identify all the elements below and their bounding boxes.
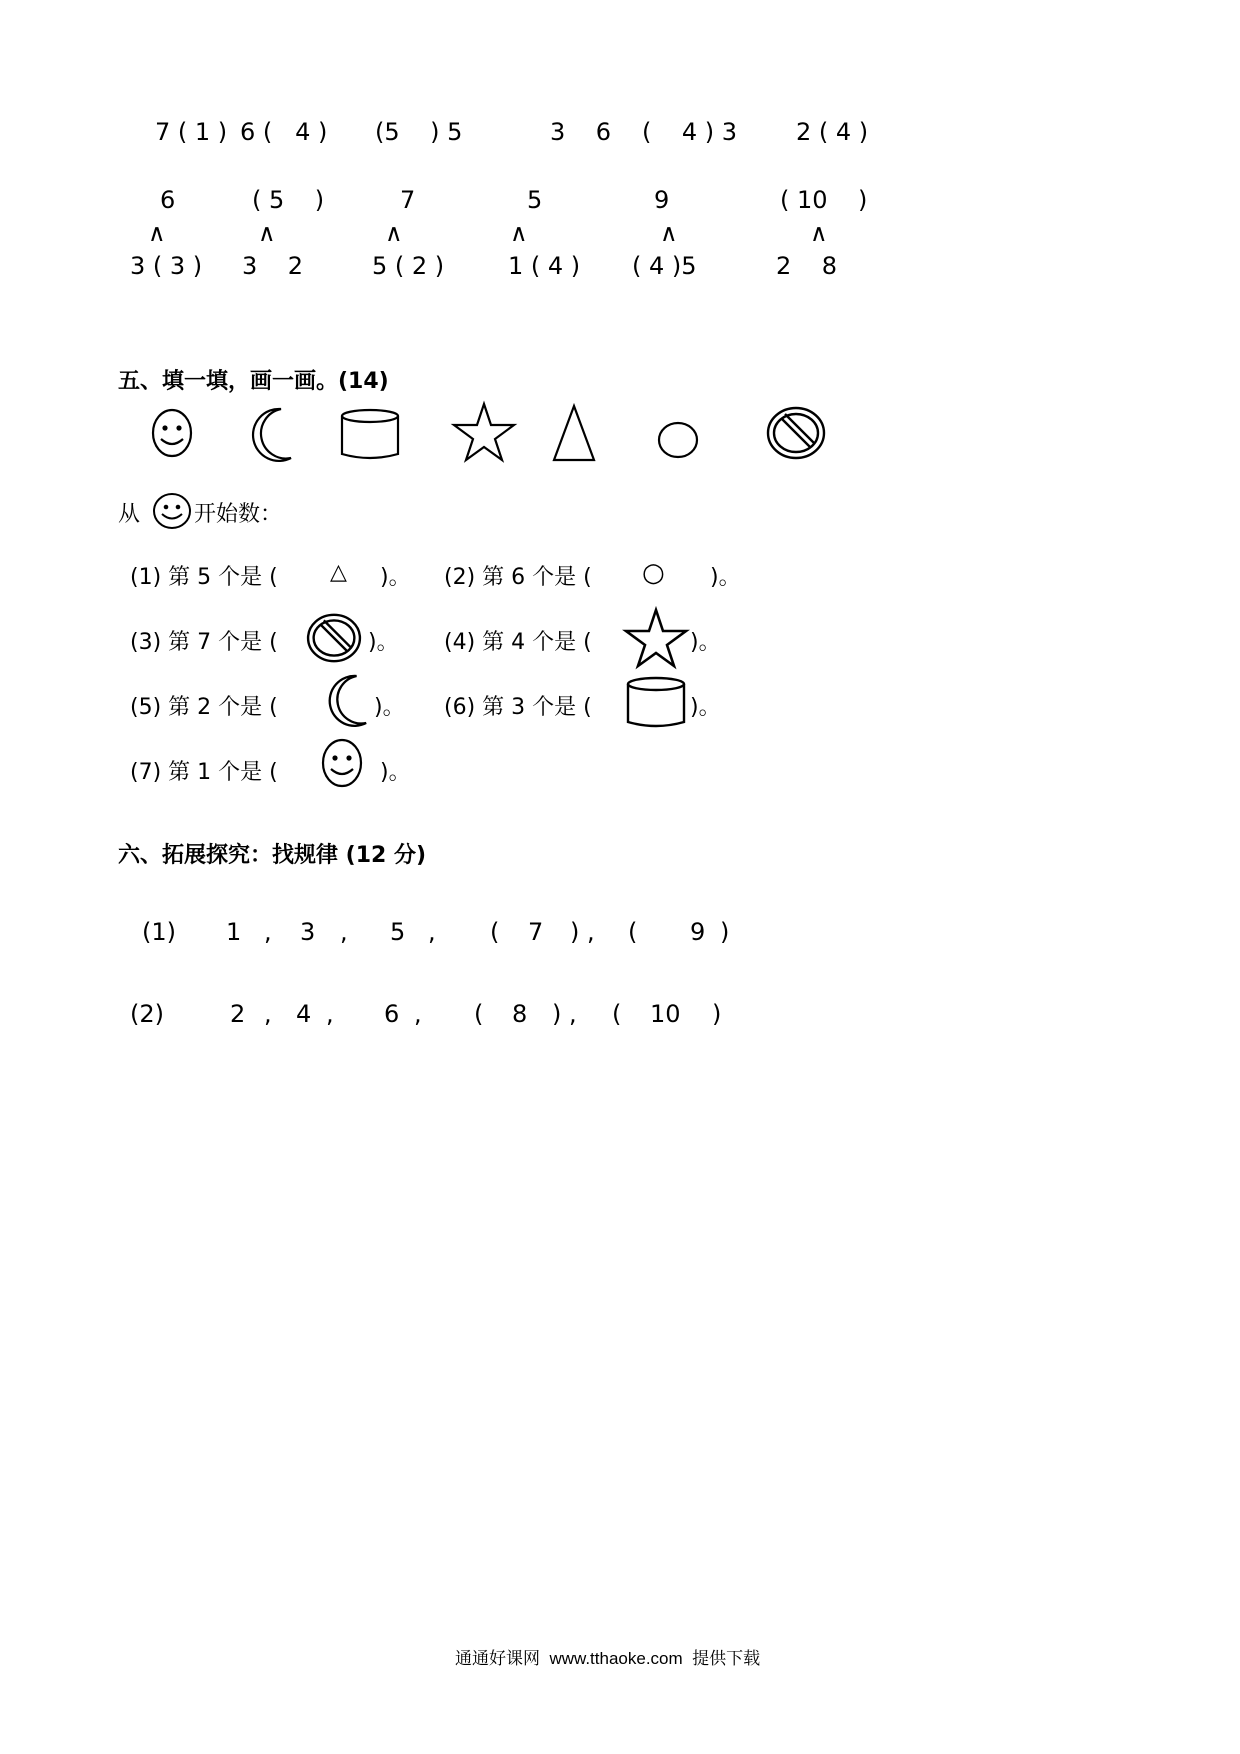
decompose-top: 6 [160, 186, 176, 214]
sequence-paren: ) [712, 1000, 722, 1028]
question-1-label: (1) 第 5 个是 ( [130, 565, 278, 590]
star-icon [624, 608, 688, 668]
sequence-comma: , [264, 918, 272, 946]
sequence-answer: 7 [528, 918, 544, 946]
decompose-bottom: 3 2 [242, 252, 304, 280]
star-icon [452, 402, 516, 462]
decompose-top: ( 10 ) [780, 186, 868, 214]
question-5-close: )。 [374, 695, 405, 720]
cylinder-icon [340, 408, 400, 462]
sequence-paren: ( [474, 1000, 484, 1028]
sequence-paren: ) , [552, 1000, 577, 1028]
sequence-paren: ) , [570, 918, 595, 946]
section-6-title: 六、拓展探究：找规律 (12 分) [118, 843, 427, 868]
decompose-top: 9 [654, 186, 670, 214]
question-4-label: (4) 第 4 个是 ( [444, 630, 592, 655]
sequence-answer: 9 [690, 918, 706, 946]
question-3-close: )。 [368, 630, 399, 655]
smiley-icon [150, 408, 194, 458]
question-4-close: )。 [690, 630, 721, 655]
decompose-bottom: 5 ( 2 ) [372, 252, 445, 280]
sequence-comma: , [264, 1000, 272, 1028]
compare-item: ( 4 ) 3 [642, 118, 738, 146]
decompose-bottom: 2 8 [776, 252, 838, 280]
triangle-icon [552, 404, 596, 462]
question-1-answer: △ [330, 560, 347, 585]
question-5-label: (5) 第 2 个是 ( [130, 695, 278, 720]
circle-icon [656, 420, 700, 460]
sequence-value: 2 [230, 1000, 246, 1028]
decompose-bottom: 1 ( 4 ) [508, 252, 581, 280]
decompose-sign: ∧ [148, 219, 166, 247]
decompose-sign: ∧ [385, 219, 403, 247]
start-prefix: 从 [118, 502, 141, 527]
decompose-bottom: ( 4 )5 [632, 252, 697, 280]
compare-item: (5 ) 5 [375, 118, 463, 146]
question-6-close: )。 [690, 695, 721, 720]
crescent-moon-icon [245, 406, 295, 462]
sequence-answer: 8 [512, 1000, 528, 1028]
sequence-comma: , [428, 918, 436, 946]
sequence-paren: ( [612, 1000, 622, 1028]
sequence-value: 3 [300, 918, 316, 946]
cylinder-icon [626, 676, 686, 730]
sequence-answer: 10 [650, 1000, 681, 1028]
decompose-sign: ∧ [810, 219, 828, 247]
section-5-title: 五、填一填，画一画。(14) [118, 369, 389, 394]
sequence-paren: ) [720, 918, 730, 946]
decompose-sign: ∧ [258, 219, 276, 247]
sequence-comma: , [414, 1000, 422, 1028]
start-suffix: 开始数： [194, 502, 283, 527]
question-7-label: (7) 第 1 个是 ( [130, 760, 278, 785]
sequence-value: 5 [390, 918, 406, 946]
compare-item: 3 6 [550, 118, 612, 146]
question-3-label: (3) 第 7 个是 ( [130, 630, 278, 655]
crescent-moon-icon [322, 672, 370, 728]
question-2-label: (2) 第 6 个是 ( [444, 565, 592, 590]
sequence-paren: ( [490, 918, 500, 946]
sequence-value: 6 [384, 1000, 400, 1028]
decompose-top: 7 [400, 186, 416, 214]
compare-item: 2 ( 4 ) [796, 118, 869, 146]
decompose-sign: ∧ [510, 219, 528, 247]
compare-item: 6 ( 4 ) [240, 118, 328, 146]
sequence-paren: ( [628, 918, 638, 946]
compare-item: 7 ( 1 ) [155, 118, 228, 146]
smiley-icon [152, 492, 192, 530]
sequence-label: (2) [130, 1000, 164, 1028]
decompose-top: 5 [527, 186, 543, 214]
question-7-close: )。 [380, 760, 411, 785]
prohibited-icon [766, 406, 826, 460]
question-2-answer: ○ [642, 558, 665, 588]
question-2-close: )。 [710, 565, 741, 590]
decompose-sign: ∧ [660, 219, 678, 247]
decompose-bottom: 3 ( 3 ) [130, 252, 203, 280]
question-6-label: (6) 第 3 个是 ( [444, 695, 592, 720]
sequence-label: (1) [142, 918, 176, 946]
question-1-close: )。 [380, 565, 411, 590]
decompose-top: ( 5 ) [252, 186, 325, 214]
footer-text: 通通好课网 www.tthaoke.com 提供下载 [455, 1649, 761, 1668]
sequence-comma: , [326, 1000, 334, 1028]
sequence-value: 1 [226, 918, 242, 946]
sequence-comma: , [340, 918, 348, 946]
prohibited-icon [306, 613, 362, 663]
sequence-value: 4 [296, 1000, 312, 1028]
smiley-icon [320, 738, 364, 788]
